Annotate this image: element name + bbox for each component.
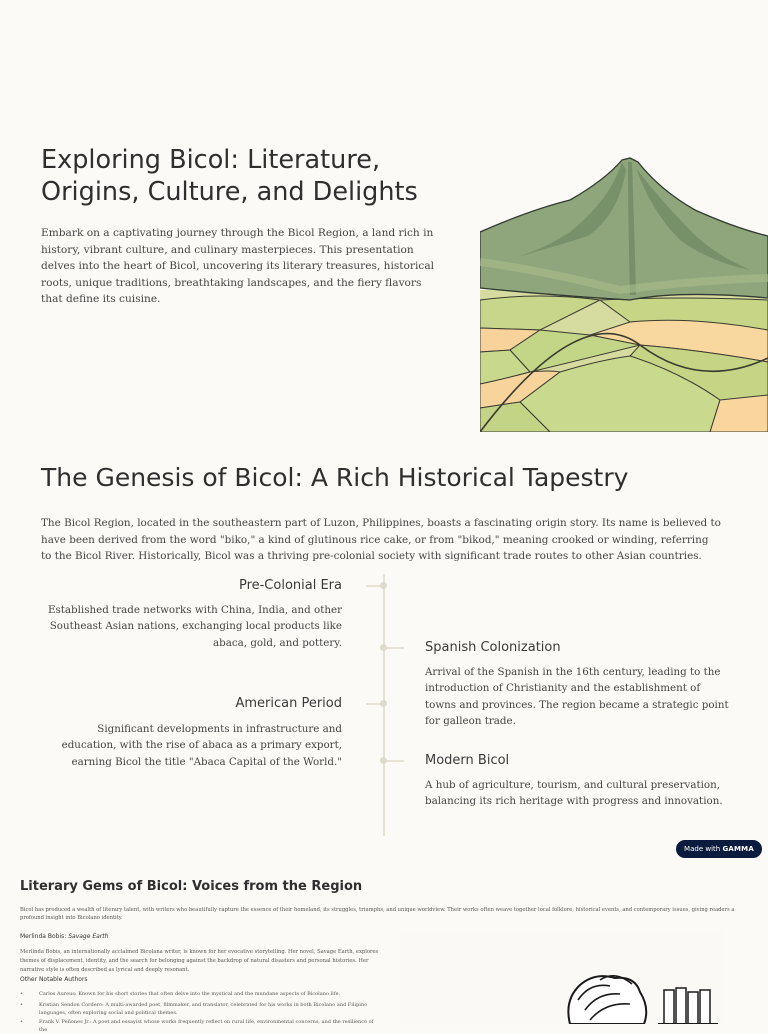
timeline-connector (386, 647, 404, 649)
hero-description: Embark on a captivating journey through the Bicol Region, a land rich in history, vibrant culture, and culinary masterpieces. This presentation delves into the heart of Bicol, uncovering its literary treasures, historical roots, unique traditions, breathtaking landscapes, and the fiery flavors that define its cuisine. (41, 227, 435, 306)
timeline-dot (380, 582, 387, 589)
list-bullet: • (20, 1019, 23, 1025)
list-item-text: Frank V. Peñones Jr.: A poet and essayist whose works frequently reflect on rural life, environmental concerns, and the resilience of the (39, 1019, 374, 1033)
timeline-dot (380, 700, 387, 707)
list-bullet: • (20, 991, 23, 997)
literary-intro: Bicol has produced a wealth of literary talent, with writers who beautifully capture the essence of their homeland, its struggles, triumphs, and unique worldview. Their works often weave together local folklore, historical events, and contemporary issues, giving readers a profound insight into Bicolano identity. (20, 907, 735, 922)
badge-brand: GAMMA (722, 845, 754, 853)
genesis-title: The Genesis of Bicol: A Rich Historical Tapestry (41, 463, 629, 492)
timeline-item-text: Established trade networks with China, India, and other Southeast Asian nations, exchanging local products like abaca, gold, and pottery. (47, 604, 342, 649)
list-item (20, 1001, 380, 1019)
timeline-item-title: Modern Bicol (425, 753, 510, 768)
list-item (20, 1018, 380, 1033)
badge-prefix: Made with (684, 845, 721, 853)
timeline-item-title: Pre-Colonial Era (238, 578, 342, 593)
timeline-item-title: American Period (235, 696, 342, 711)
timeline-item-title: Spanish Colonization (425, 640, 561, 655)
made-with-gamma-badge[interactable] (676, 840, 762, 858)
featured-author-heading (20, 933, 108, 941)
writer-with-books-illustration (400, 930, 726, 1024)
hero-title: Exploring Bicol: Literature, Origins, Culture, and Delights (41, 145, 418, 207)
timeline-dot (380, 757, 387, 764)
list-item-text: Kristian Sendon Cordero: A multi-awarded poet, filmmaker, and translator, celebrated for his works in both Bicolano and Filipino languages, often exploring social and political themes. (39, 1002, 368, 1016)
timeline-dot (380, 644, 387, 651)
timeline-connector (386, 760, 404, 762)
list-item (20, 990, 380, 1000)
genesis-intro: The Bicol Region, located in the southeastern part of Luzon, Philippines, boasts a fascinating origin story. Its name is believed to have been derived from the word "biko," a kind of glutinous rice cake, or from "bikod," meaning crooked or winding, referring to the Bicol River. Historically, Bicol was a thriving pre-colonial society with significant trade routes to other Asian countries. (41, 517, 721, 562)
featured-author-text: Merlinda Bobis, an internationally acclaimed Bicolana writer, is known for her evocative storytelling. Her novel, Savage Earth, explores themes of displacement, identity, and the search for belonging against the backdrop of natural disasters and personal histories. Her narrative style is often described as lyrical and deeply resonant. (20, 949, 379, 973)
timeline-item-text: A hub of agriculture, tourism, and cultural preservation, balancing its rich heritage with progress and innovation. (425, 779, 723, 808)
timeline-item-text: Significant developments in infrastructure and education, with the rise of abaca as a primary export, earning Bicol the title "Abaca Capital of the World." (61, 723, 342, 768)
featured-work-title: Savage Earth (68, 933, 109, 940)
literary-title: Literary Gems of Bicol: Voices from the Region (20, 879, 363, 894)
featured-author-name: Merlinda Bobis: (20, 933, 67, 940)
other-authors-heading: Other Notable Authors (20, 976, 88, 983)
mayon-volcano-illustration (480, 0, 768, 432)
timeline-item-text: Arrival of the Spanish in the 16th century, leading to the introduction of Christianity and the establishment of towns and provinces. The region became a strategic point for galleon trade. (425, 666, 729, 727)
list-item-text: Carlos Aureus: Known for his short stories that often delve into the mystical and the mundane aspects of Bicolano life. (39, 991, 341, 997)
list-bullet: • (20, 1002, 23, 1008)
